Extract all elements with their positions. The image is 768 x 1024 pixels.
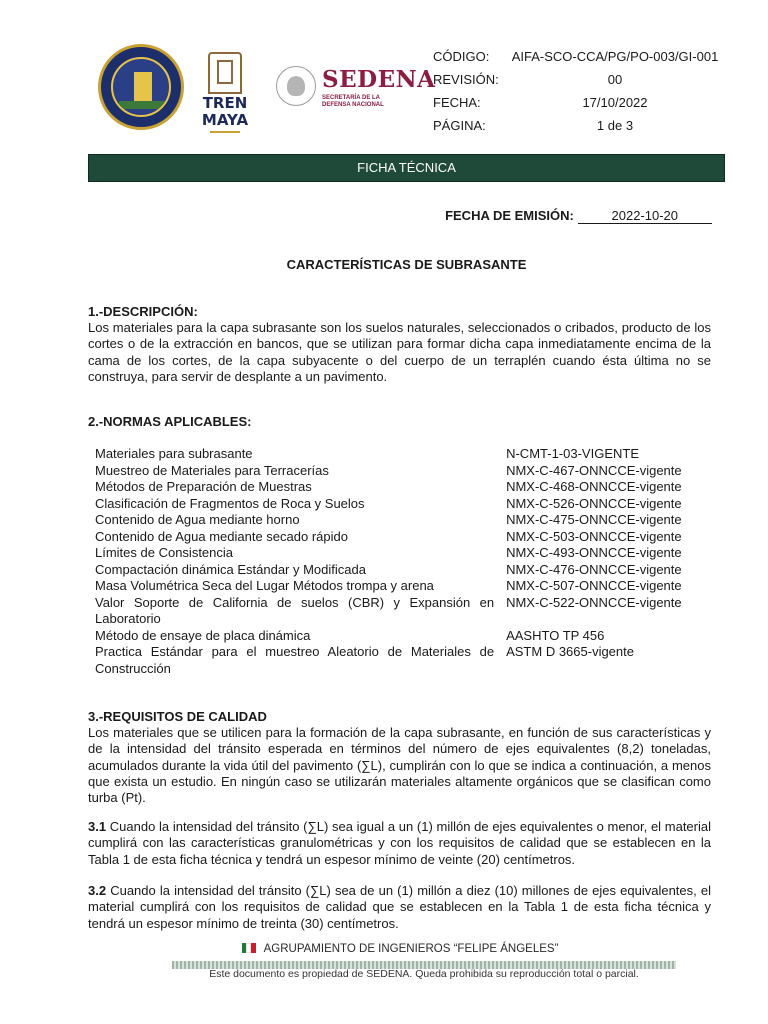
section-3-text: Los materiales que se utilicen para la formación de la capa subrasante, en función de sus características y de la intensidad del tránsito esperada en términos del número de ejes equivalentes (8,2) toneladas, acumulados durante la vida útil del pavimento (∑L), cumplirán con lo que se indica a continuación, a menos que exista un estudio. En ningún caso se utilizarán materiales altamente orgánicos que se clasifican como turba (Pt). <box>88 725 711 806</box>
norm-row <box>95 529 715 546</box>
meta-value: 00 <box>607 72 623 87</box>
norm-code: NMX-C-522-ONNCCE-vigente <box>506 594 682 610</box>
norm-name: Masa Volumétrica Seca del Lugar Métodos trompa y arena <box>95 578 434 593</box>
tren-maya-line2: MAYA <box>201 111 249 129</box>
national-emblem-icon <box>276 66 316 106</box>
header-logos <box>98 44 438 144</box>
norm-code: ASTM D 3665-vigente <box>506 644 634 659</box>
norm-code: NMX-C-468-ONNCCE-vigente <box>506 479 682 494</box>
norm-name: Practica Estándar para el muestreo Aleatorio de Materiales de Construcción <box>95 644 495 676</box>
section-3-heading: 3.-REQUISITOS DE CALIDAD <box>88 709 267 724</box>
norm-name: Valor Soporte de California de suelos (CBR) y Expansión en Laboratorio <box>95 594 495 626</box>
paragraph-3-2 <box>88 883 711 932</box>
paragraph-3-1-number: 3.1 <box>88 819 107 834</box>
norm-code: NMX-C-475-ONNCCE-vigente <box>506 512 682 527</box>
meta-row-code <box>433 48 733 71</box>
norm-row <box>95 446 715 463</box>
norm-name: Materiales para subrasante <box>95 446 253 461</box>
norm-name: Límites de Consistencia <box>95 545 234 560</box>
emission-value: 2022-10-20 <box>578 208 713 224</box>
tren-maya-line1: TREN <box>202 94 248 112</box>
norm-row <box>95 578 715 595</box>
norm-name: Muestreo de Materiales para Terracerías <box>95 462 329 478</box>
norm-name: Métodos de Preparación de Muestras <box>95 479 312 494</box>
section-1-text: Los materiales para la capa subrasante son los suelos naturales, seleccionados o cribados, producto de los cortes o de la extracción en bancos, que se utilizan para formar dicha capa inmediatamente encima de la cama de los cortes, de la capa subyacente o del cuerpo de un terraplén cuando ésta última no se construya, para servir de desplante a un pavimento. <box>88 320 711 384</box>
norm-row <box>95 463 715 480</box>
norm-row <box>95 644 715 677</box>
footer-group-name: AGRUPAMIENTO DE INGENIEROS “FELIPE ÁNGELES” <box>263 943 559 955</box>
tren-maya-glyph-icon <box>208 52 242 94</box>
paragraph-3-2-text: Cuando la intensidad del tránsito (∑L) sea de un (1) millón a diez (10) millones de ejes equivalentes, el material cumplirá con los requisitos de calidad que se establecen en la Tabla 1 de esta ficha técnica y tendrá un espesor mínimo de treinta (30) centímetros. <box>88 883 711 931</box>
meta-label: REVISIÓN: <box>433 72 499 87</box>
paragraph-3-1 <box>88 819 711 868</box>
meta-value: 17/10/2022 <box>582 95 648 110</box>
ficha-tecnica-banner: FICHA TÉCNICA <box>88 154 725 182</box>
section-1-heading: 1.-DESCRIPCIÓN: <box>88 304 198 319</box>
tren-maya-logo <box>198 52 252 142</box>
footer-group <box>160 942 640 956</box>
meta-label: CÓDIGO: <box>433 49 490 64</box>
norm-row <box>95 479 715 496</box>
norm-name: Contenido de Agua mediante horno <box>95 512 300 527</box>
norm-code: NMX-C-476-ONNCCE-vigente <box>506 561 682 577</box>
norm-code: NMX-C-507-ONNCCE-vigente <box>506 578 682 593</box>
norm-row <box>95 562 715 579</box>
norm-code: NMX-C-503-ONNCCE-vigente <box>506 528 682 544</box>
meta-value: AIFA-SCO-CCA/PG/PO-003/GI-001 <box>511 49 719 64</box>
document-meta <box>433 48 733 140</box>
section-2-heading: 2.-NORMAS APLICABLES: <box>88 414 252 429</box>
meta-label: FECHA: <box>433 95 481 110</box>
tren-maya-underline <box>210 131 240 133</box>
norm-row <box>95 545 715 562</box>
emission-label: FECHA DE EMISIÓN: <box>445 208 574 223</box>
footer-disclaimer: Este documento es propiedad de SEDENA. Queda prohibida su reproducción total o parcial. <box>209 968 639 980</box>
paragraph-3-2-number: 3.2 <box>88 883 107 898</box>
norm-code: NMX-C-493-ONNCCE-vigente <box>506 545 682 560</box>
emission-date <box>445 208 712 223</box>
norm-row <box>95 496 715 513</box>
norm-code: NMX-C-467-ONNCCE-vigente <box>506 462 682 478</box>
meta-row-date <box>433 94 733 117</box>
norm-code: N-CMT-1-03-VIGENTE <box>506 446 639 461</box>
norms-table <box>95 446 715 677</box>
mexico-flag-icon <box>242 943 256 953</box>
meta-row-revision <box>433 71 733 94</box>
norm-name: Contenido de Agua mediante secado rápido <box>95 528 348 544</box>
sedena-name: SEDENA <box>322 66 436 93</box>
norm-name: Método de ensaye de placa dinámica <box>95 627 311 643</box>
meta-row-page <box>433 117 733 140</box>
norm-row <box>95 512 715 529</box>
seal-base-icon <box>119 101 167 109</box>
seal-emblem <box>111 57 171 117</box>
norm-name: Clasificación de Fragmentos de Roca y Suelos <box>95 495 365 511</box>
norm-row <box>95 628 715 645</box>
meta-label: PÁGINA: <box>433 118 486 133</box>
norm-code: AASHTO TP 456 <box>506 627 605 643</box>
seal-tower-icon <box>134 72 152 102</box>
meta-value: 1 de 3 <box>596 118 634 133</box>
document-title: CARACTERÍSTICAS DE SUBRASANTE <box>286 257 527 272</box>
norm-name: Compactación dinámica Estándar y Modificada <box>95 561 366 577</box>
engineers-group-seal <box>98 44 184 130</box>
norm-row <box>95 595 715 628</box>
sedena-logo <box>276 66 436 116</box>
sedena-subtitle: SECRETARÍA DE LA DEFENSA NACIONAL <box>322 95 384 108</box>
paragraph-3-1-text: Cuando la intensidad del tránsito (∑L) sea igual a un (1) millón de ejes equivalentes o menor, el material cumplirá con las características granulométricas y con los requisitos de calidad que se establecen en la Tabla 1 de esta ficha técnica y tendrá un espesor mínimo de veinte (20) centímetros. <box>88 819 711 867</box>
norm-code: NMX-C-526-ONNCCE-vigente <box>506 495 682 511</box>
